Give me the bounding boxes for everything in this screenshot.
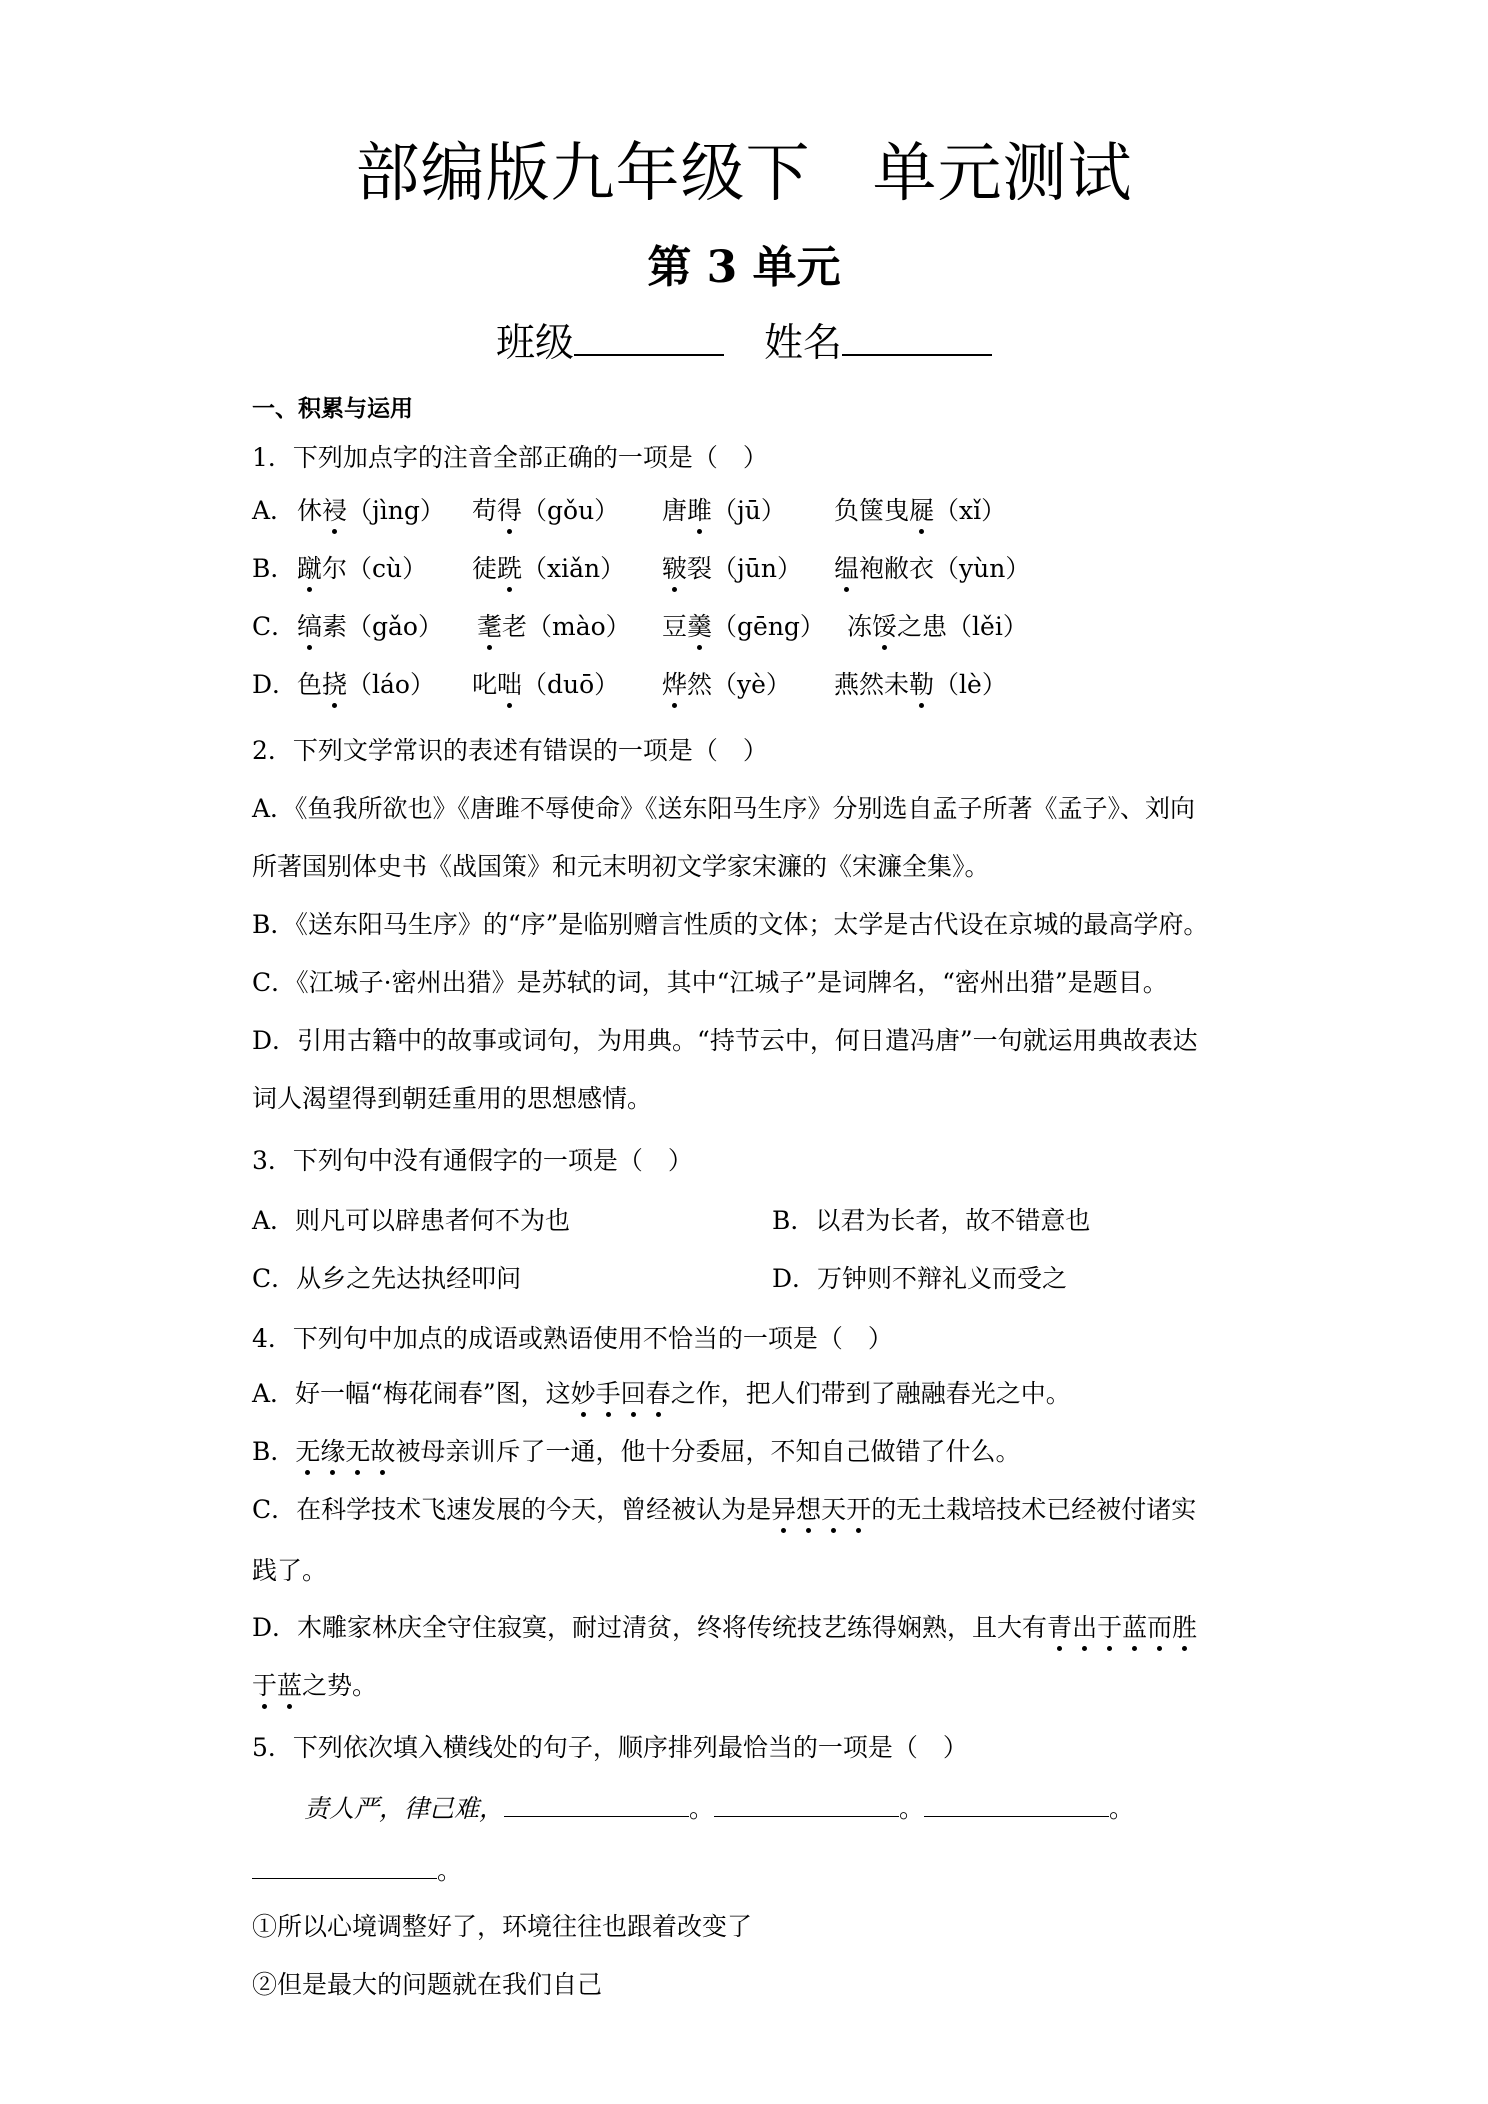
dotted-char: 蓝 — [277, 1671, 303, 1700]
question-2-option-d-line2: 词人渴望得到朝廷重用的思想感情。 — [252, 1084, 653, 1113]
question-3-stem: 3．下列句中没有通假字的一项是（ ） — [252, 1146, 693, 1175]
question-5-sentence-2: ②但是最大的问题就在我们自己 — [252, 1970, 603, 1999]
question-5-stem: 5．下列依次填入横线处的句子，顺序排列最恰当的一项是（ ） — [252, 1733, 968, 1762]
question-3-option-d: D．万钟则不辩礼义而受之 — [772, 1264, 1068, 1293]
question-3-option-c: C．从乡之先达执经叩问 — [252, 1264, 522, 1293]
question-4-stem: 4．下列句中加点的成语或熟语使用不恰当的一项是（ ） — [252, 1324, 893, 1353]
dotted-char: 春 — [645, 1379, 671, 1408]
dotted-char: 于 — [252, 1671, 278, 1700]
dotted-char: 开 — [846, 1495, 872, 1524]
question-4-option-d-line1: D．木雕家林庆全守住寂寞，耐过清贫，终将传统技艺练得娴熟，且大有青出于蓝而胜 — [252, 1613, 1198, 1642]
dotted-char: 于 — [1097, 1613, 1123, 1642]
question-3-options-cd — [252, 1263, 1252, 1295]
question-2-option-d-line1: D．引用古籍中的故事或词句，为用典。“持节云中，何日遣冯唐”一句就运用典故表达 — [252, 1026, 1198, 1055]
dotted-char: 异 — [771, 1495, 797, 1524]
dotted-char: 回 — [620, 1379, 646, 1408]
page-subtitle: 第 3 单元 — [647, 242, 841, 293]
title-part1: 部编版九年级下 — [355, 137, 811, 211]
question-1-option-a: A．休祲（jìng） 苟得（gǒu） 唐雎（jū） 负箧曳屣（xǐ） — [252, 496, 1007, 525]
dotted-idiom-d2 — [252, 1671, 302, 1700]
dotted-char: 青 — [1047, 1613, 1073, 1642]
question-4-option-c-line2: 践了。 — [252, 1556, 328, 1585]
question-2-stem: 2．下列文学常识的表述有错误的一项是（ ） — [252, 736, 768, 765]
dotted-char: 故 — [370, 1437, 396, 1466]
question-1-stem: 1．下列加点字的注音全部正确的一项是（ ） — [252, 443, 768, 472]
question-3-options-ab — [252, 1205, 1252, 1237]
dotted-char: 胜 — [1172, 1613, 1198, 1642]
dotted-char: 蓝 — [1122, 1613, 1148, 1642]
fill-blank-1[interactable] — [504, 1794, 689, 1817]
fill-blank-4[interactable] — [252, 1856, 437, 1879]
dotted-char: 无 — [345, 1437, 371, 1466]
question-4-option-d-line2: 于蓝之势。 — [252, 1671, 378, 1700]
question-3-option-a: A．则凡可以辟患者何不为也 — [252, 1206, 571, 1235]
dotted-idiom-a — [571, 1379, 671, 1408]
dotted-char: 手 — [595, 1379, 621, 1408]
name-blank[interactable] — [842, 320, 992, 356]
dotted-idiom-c — [771, 1495, 871, 1524]
fill-blank-2[interactable] — [714, 1794, 899, 1817]
dotted-idiom-d1 — [1047, 1613, 1197, 1642]
dotted-char: 妙 — [570, 1379, 596, 1408]
question-5-sentence-1: ①所以心境调整好了，环境往往也跟着改变了 — [252, 1912, 753, 1941]
fill-blank-3[interactable] — [924, 1794, 1109, 1817]
class-blank[interactable] — [574, 320, 724, 356]
question-2-option-c: C．《江城子·密州出猎》是苏轼的词，其中“江城子”是词牌名，“密州出猎”是题目。 — [252, 968, 1168, 997]
dotted-char: 缘 — [320, 1437, 346, 1466]
question-4-option-b: B．无缘无故被母亲训斥了一通，他十分委屈，不知自己做错了什么。 — [252, 1437, 1021, 1466]
question-4-option-a: A．好一幅“梅花闹春”图，这妙手回春之作，把人们带到了融融春光之中。 — [252, 1379, 1071, 1408]
question-2-option-b: B．《送东阳马生序》的“序”是临别赠言性质的文体；太学是古代设在京城的最高学府。 — [252, 910, 1209, 939]
passage-text: 责人严，律己难， — [304, 1794, 505, 1823]
question-4-option-c-line1: C．在科学技术飞速发展的今天，曾经被认为是异想天开的无土栽培技术已经被付诸实 — [252, 1495, 1197, 1524]
question-1-option-d: D．色挠（láo） 叱咄（duō） 烨然（yè） 燕然未勒（lè） — [252, 670, 1007, 699]
page-title — [0, 132, 1488, 216]
name-label: 姓名 — [764, 321, 843, 366]
question-1-option-c: C．缟素（gǎo） 耄老（mào） 豆羹（gēng） 冻馁之患（lěi） — [252, 612, 1028, 641]
question-2-option-a-line2: 所著国别体史书《战国策》和元末明初文学家宋濂的《宋濂全集》。 — [252, 852, 990, 881]
dotted-char: 而 — [1147, 1613, 1173, 1642]
question-1-option-b: B．蹴尔（cù） 徒跣（xiǎn） 皲裂（jūn） 缊袍敝衣（yùn） — [252, 554, 1031, 583]
class-name-line — [0, 318, 1488, 370]
title-part2: 单元测试 — [872, 137, 1133, 211]
question-3-option-b: B．以君为长者，故不错意也 — [772, 1206, 1091, 1235]
question-2-option-a-line1: A．《鱼我所欲也》《唐雎不辱使命》《送东阳马生序》分别选自孟子所著《孟子》、刘向 — [252, 794, 1196, 823]
dotted-char: 想 — [796, 1495, 822, 1524]
dotted-idiom-b — [295, 1437, 395, 1466]
question-5-passage: 责人严，律己难， 。 。 。 — [252, 1793, 1252, 1825]
dotted-char: 天 — [821, 1495, 847, 1524]
dotted-char: 无 — [295, 1437, 321, 1466]
section-heading: 一、积累与运用 — [252, 396, 413, 422]
class-label: 班级 — [495, 321, 574, 366]
question-5-passage-line2: 。 — [252, 1855, 1252, 1887]
dotted-char: 出 — [1072, 1613, 1098, 1642]
